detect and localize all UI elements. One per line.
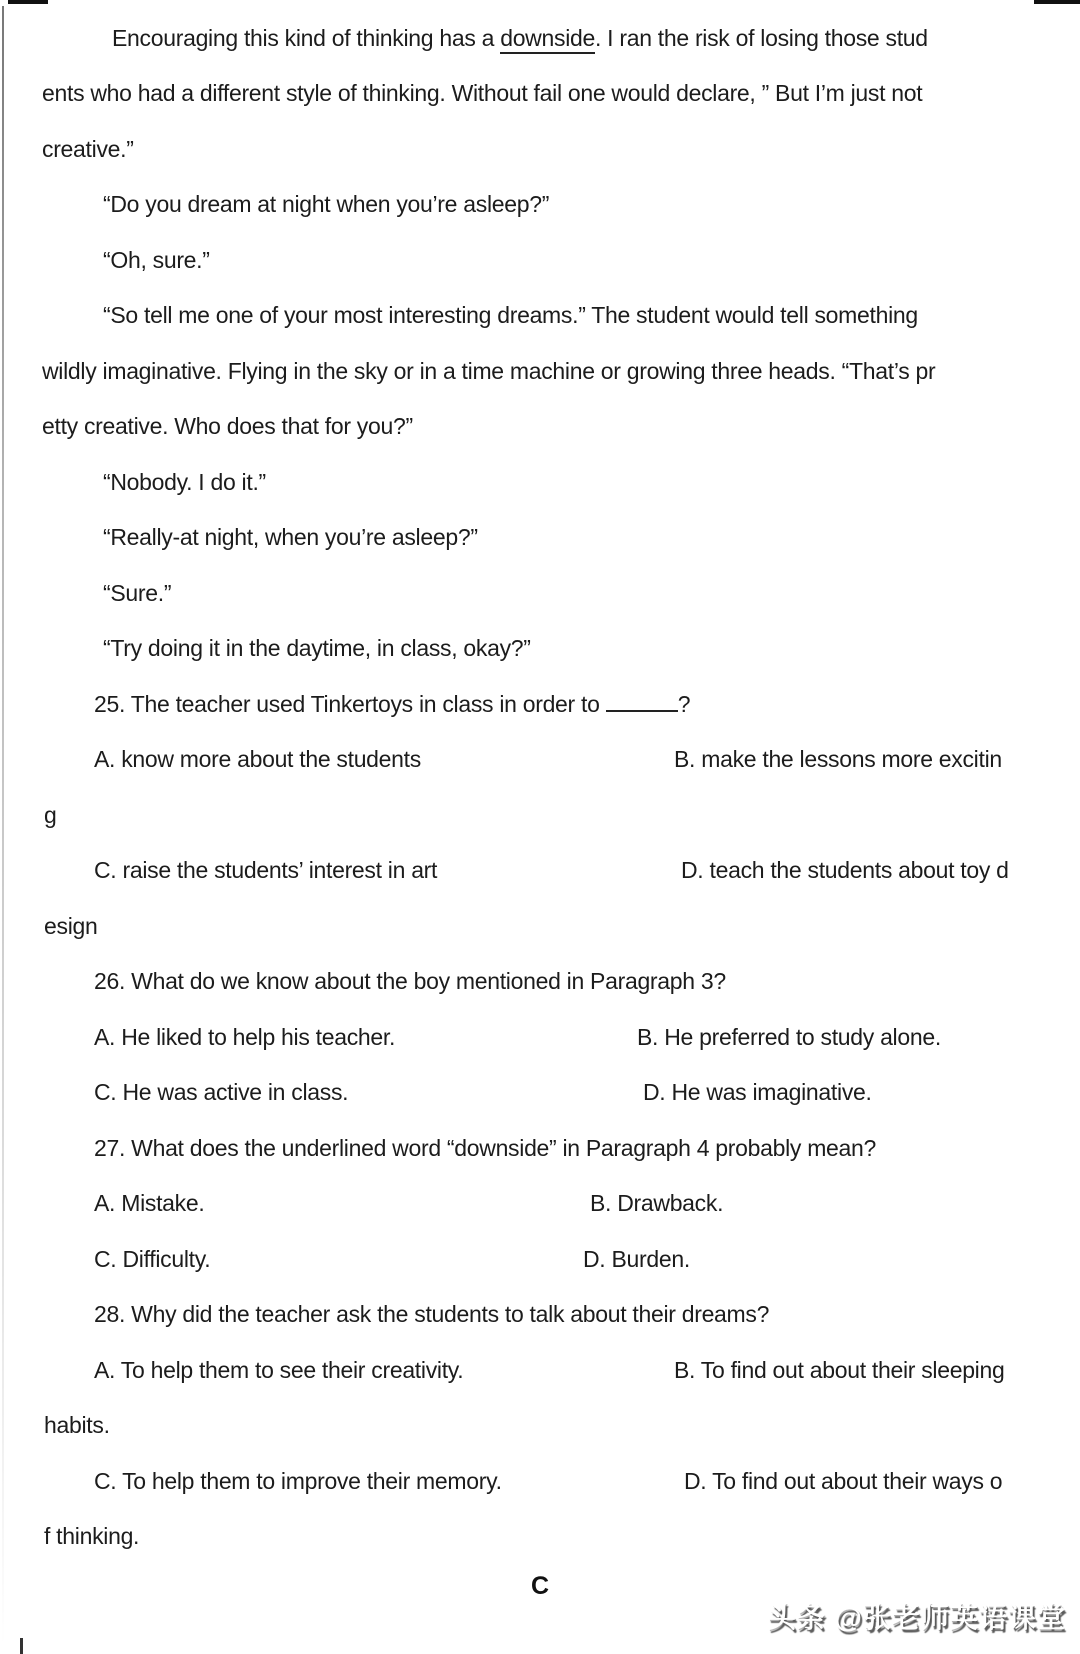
question-25-stem xyxy=(94,688,690,720)
option-28-d-wrap: f thinking. xyxy=(44,1523,140,1549)
question-26-stem: 26. What do we know about the boy mentioned in Paragraph 3? xyxy=(94,968,726,994)
option-27-d: D. Burden. xyxy=(583,1246,690,1272)
option-26-a: A. He liked to help his teacher. xyxy=(94,1024,396,1050)
question-27-stem: 27. What does the underlined word “downside” in Paragraph 4 probably mean? xyxy=(94,1135,877,1161)
dialogue-line: “Nobody. I do it.” xyxy=(103,469,266,495)
option-28-a: A. To help them to see their creativity. xyxy=(94,1357,464,1383)
option-26-c: C. He was active in class. xyxy=(94,1079,349,1105)
dialogue-line: “Do you dream at night when you’re asleep?” xyxy=(103,191,550,217)
dialogue-line: “Really-at night, when you’re asleep?” xyxy=(103,524,478,550)
dialogue-line: etty creative. Who does that for you?” xyxy=(42,413,413,439)
dialogue-line: “Sure.” xyxy=(103,580,172,606)
option-28-c: C. To help them to improve their memory. xyxy=(94,1468,502,1494)
option-25-d: D. teach the students about toy d xyxy=(681,857,1009,883)
answer-blank xyxy=(606,692,678,712)
passage-line xyxy=(112,22,928,54)
option-27-a: A. Mistake. xyxy=(94,1190,205,1216)
question-28-stem: 28. Why did the teacher ask the students to talk about their dreams? xyxy=(94,1301,770,1327)
watermark: 头条 @张老师英语课堂 xyxy=(767,1602,1066,1633)
left-page-edge-line xyxy=(2,6,4,1646)
passage-text: . I ran the risk of losing those stud xyxy=(594,25,928,51)
dialogue-line: “So tell me one of your most interesting dreams.” The student would tell something xyxy=(103,302,918,328)
question-25-text: 25. The teacher used Tinkertoys in class in order to xyxy=(94,691,606,717)
option-28-b-wrap: habits. xyxy=(44,1412,110,1438)
option-28-d: D. To find out about their ways o xyxy=(684,1468,1003,1494)
option-25-b-wrap: g xyxy=(44,802,57,828)
dialogue-line: wildly imaginative. Flying in the sky or in a time machine or growing three heads. “That’s pr xyxy=(42,358,936,384)
option-27-c: C. Difficulty. xyxy=(94,1246,211,1272)
option-27-b: B. Drawback. xyxy=(590,1190,724,1216)
dialogue-line: “Oh, sure.” xyxy=(103,247,210,273)
bottom-left-border-mark xyxy=(20,1638,23,1654)
option-26-b: B. He preferred to study alone. xyxy=(637,1024,941,1050)
option-25-a: A. know more about the students xyxy=(94,746,421,772)
option-26-d: D. He was imaginative. xyxy=(643,1079,872,1105)
passage-line: creative.” xyxy=(42,136,134,162)
question-25-text: ? xyxy=(677,691,691,717)
option-28-b: B. To find out about their sleeping xyxy=(674,1357,1005,1383)
top-left-border-mark xyxy=(8,0,48,4)
passage-text: Encouraging this kind of thinking has a xyxy=(112,25,501,51)
top-right-border-mark xyxy=(1034,0,1080,4)
passage-line: ents who had a different style of thinking. Without fail one would declare, ” But I’m just not xyxy=(42,80,923,106)
option-25-d-wrap: esign xyxy=(44,913,98,939)
option-25-b: B. make the lessons more excitin xyxy=(674,746,1002,772)
option-25-c: C. raise the students’ interest in art xyxy=(94,857,438,883)
section-label: C xyxy=(530,1572,550,1600)
dialogue-line: “Try doing it in the daytime, in class, okay?” xyxy=(103,635,531,661)
underlined-word: downside xyxy=(500,25,595,54)
